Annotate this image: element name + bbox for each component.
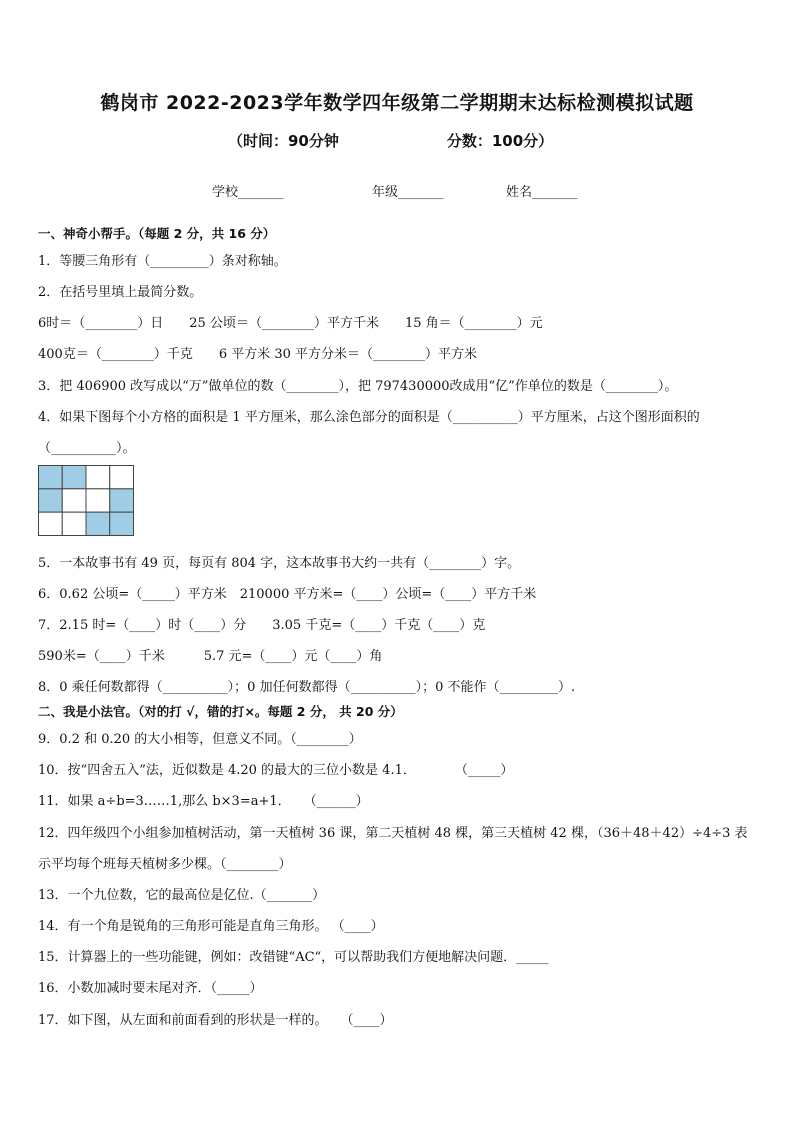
grid-cell	[110, 489, 134, 512]
question-4-cont: （__________）。	[38, 441, 136, 456]
grid-cell	[86, 466, 110, 489]
grid-cell	[62, 466, 86, 489]
grid-cell	[86, 512, 110, 535]
question-14: 14．有一个角是锐角的三角形可能是直角三角形。 （____）	[38, 919, 384, 934]
grid-svg	[38, 465, 134, 536]
name-field[interactable]: 姓名_______	[506, 185, 578, 200]
grid-cell	[39, 512, 63, 535]
time-label: （时间：90分钟	[228, 132, 339, 150]
grid-cell	[39, 466, 63, 489]
question-2-row-1: 6时＝（________）日 25 公顷＝（________）平方千米 15 角＝（________）元	[38, 316, 543, 331]
question-6: 6．0.62 公顷=（_____）平方米 210000 平方米=（____）公顷=（____）平方千米	[38, 587, 537, 602]
grid-cell	[62, 489, 86, 512]
question-17: 17．如下图，从左面和前面看到的形状是一样的。 （____）	[38, 1013, 393, 1028]
school-field[interactable]: 学校_______	[212, 185, 284, 200]
shaded-grid-figure	[38, 465, 134, 536]
question-16: 16．小数加减时要末尾对齐．（_____）	[38, 981, 263, 996]
question-3: 3．把 406900 改写成以“万”做单位的数（________），把 797430000改成用“亿”作单位的数是（________）。	[38, 379, 678, 394]
exam-subtitle	[228, 130, 553, 151]
score-label: 分数：100分）	[446, 132, 554, 150]
grid-cell	[39, 489, 63, 512]
section-2-heading: 二、我是小法官。（对的打 √，错的打×。每题 2 分， 共 20 分）	[38, 704, 403, 719]
question-11: 11．如果 a÷b=3……1,那么 b×3=a+1． （______）	[38, 794, 369, 809]
question-8: 8．0 乘任何数都得（__________）；0 加任何数都得（__________）；0 不能作（_________）.	[38, 680, 576, 695]
question-9: 9．0.2 和 0.20 的大小相等，但意义不同。（________）	[38, 732, 362, 747]
question-1: 1．等腰三角形有（_________）条对称轴。	[38, 254, 287, 269]
question-2: 2．在括号里填上最简分数。	[38, 285, 203, 300]
question-7: 7．2.15 时=（____）时（____）分 3.05 千克=（____）千克（____）克	[38, 618, 486, 633]
grid-cell	[62, 512, 86, 535]
grid-cell	[110, 512, 134, 535]
question-12-cont: 示平均每个班每天植树多少棵。（________）	[38, 857, 292, 872]
grade-field[interactable]: 年级_______	[372, 185, 444, 200]
question-13: 13．一个九位数，它的最高位是亿位.（_______）	[38, 888, 326, 903]
page-title: 鹤岗市 2022-2023学年数学四年级第二学期期末达标检测模拟试题	[100, 92, 694, 114]
question-4: 4．如果下图每个小方格的面积是 1 平方厘米，那么涂色部分的面积是（__________）平方厘米，占这个图形面积的	[38, 410, 700, 425]
section-1-heading: 一、神奇小帮手。（每题 2 分，共 16 分）	[38, 226, 276, 241]
grid-cell	[86, 489, 110, 512]
question-15: 15．计算器上的一些功能键，例如：改错键“AC“，可以帮助我们方便地解决问题．_____	[38, 950, 549, 965]
question-12: 12．四年级四个小组参加植树活动，第一天植树 36 课，第二天植树 48 棵，第三天植树 42 棵，（36＋48＋42）÷4÷3 表	[38, 826, 748, 841]
question-2-row-2: 400克＝（________）千克 6 平方米 30 平方分米＝（________）平方米	[38, 347, 478, 362]
grid-cell	[110, 466, 134, 489]
question-10: 10．按“四舍五入”法，近似数是 4.20 的最大的三位小数是 4.1． （_____）	[38, 763, 514, 778]
question-5: 5．一本故事书有 49 页，每页有 804 字，这本故事书大约一共有（________）字。	[38, 556, 521, 571]
question-7-row-2: 590米=（____）千米 5.7 元=（____）元（____）角	[38, 649, 383, 664]
